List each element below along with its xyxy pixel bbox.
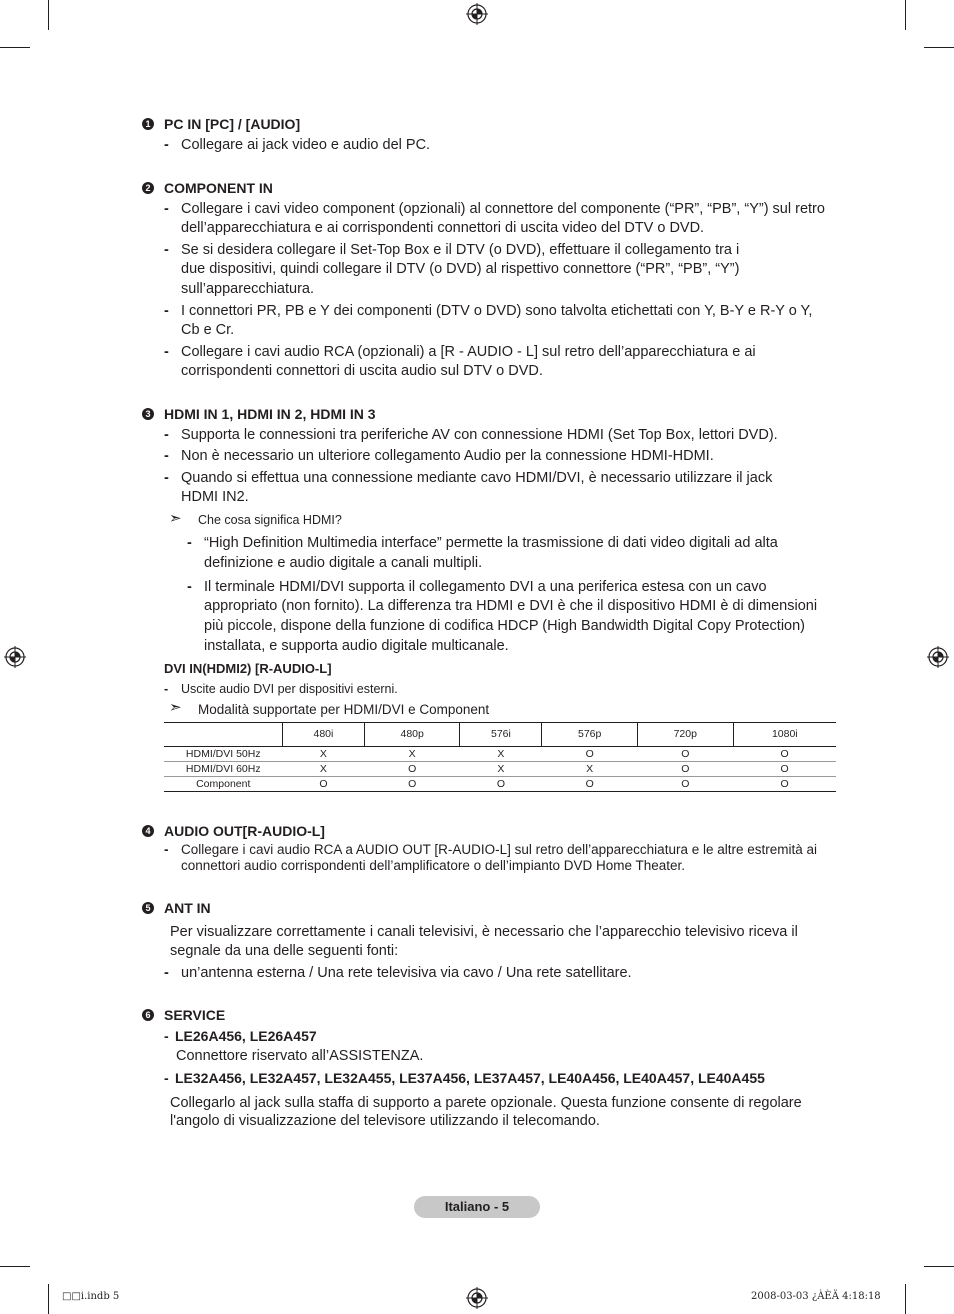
section-title-component-in: COMPONENT IN [164, 180, 273, 196]
table-row [164, 777, 836, 792]
note-title: Che cosa significa HDMI? [198, 513, 342, 527]
bullet-dash: - [164, 242, 169, 258]
bullet-text: Quando si effettua una connessione mediante cavo HDMI/DVI, è necessario utilizzare il jack [181, 470, 773, 486]
registration-mark-icon [466, 1287, 488, 1309]
table-cell: X [460, 747, 542, 762]
section-number-badge: 4 [142, 825, 154, 837]
slug-right: 2008-03-03 ¿ÀÈÄ 4:18:18 [751, 1291, 881, 1302]
table-header-cell: 720p [637, 723, 733, 747]
note-text: più piccole, dispone della funzione di codifica HDCP (High Bandwidth Digital Copy Protection) [204, 618, 805, 634]
table-cell: O [733, 762, 836, 777]
bullet-text: sull’apparecchiatura. [181, 281, 314, 297]
crop-mark [0, 1266, 30, 1267]
bullet-dash: - [164, 965, 169, 981]
crop-mark [48, 0, 49, 30]
bullet-text: corrispondenti connettori di uscita audio sul DTV o DVD. [181, 363, 543, 379]
bullet-text: Collegare i cavi video component (opzionali) al connettore del componente (“PR”, “PB”, “Y”) sul retro [181, 201, 825, 217]
table-cell: O [542, 777, 638, 792]
bullet-text: dell’apparecchiatura e ai corrispondenti connettori di uscita video del DTV o DVD. [181, 220, 705, 236]
modes-note: Modalità supportate per HDMI/DVI e Component [198, 702, 490, 717]
paragraph-text: segnale da una delle seguenti fonti: [170, 943, 399, 959]
bullet-dash: - [164, 1070, 169, 1086]
dvi-title: DVI IN(HDMI2) [R-AUDIO-L] [164, 661, 332, 676]
table-header-cell: 1080i [733, 723, 836, 747]
table-cell: X [283, 762, 365, 777]
service-models-2: LE32A456, LE32A457, LE32A455, LE37A456, LE37A457, LE40A456, LE40A457, LE40A455 [175, 1070, 765, 1086]
note-text: Il terminale HDMI/DVI supporta il collegamento DVI a una periferica estesa con un cavo [204, 579, 767, 595]
bullet-dash: - [164, 344, 169, 360]
bullet-text: Se si desidera collegare il Set-Top Box e il DTV (o DVD), effettuare il collegamento tra i [181, 242, 740, 258]
section-number-badge: 2 [142, 182, 154, 194]
table-header-cell: 576i [460, 723, 542, 747]
bullet-text: Collegare i cavi audio RCA (opzionali) a [R - AUDIO - L] sul retro dell’apparecchiatura e ai [181, 344, 756, 360]
paragraph-text: Collegarlo al jack sulla staffa di supporto a parete opzionale. Questa funzione consente di regolare [170, 1095, 802, 1111]
note-text: appropriato (non fornito). La differenza tra HDMI e DVI è che il dispositivo HDMI è di dimensioni [204, 598, 818, 614]
bullet-dash: - [187, 579, 192, 595]
bullet-dash: - [164, 448, 169, 464]
table-row [164, 762, 836, 777]
bullet-text: un’antenna esterna / Una rete televisiva via cavo / Una rete satellitare. [181, 965, 632, 981]
dvi-bullet: Uscite audio DVI per dispositivi esterni. [181, 682, 398, 696]
note-arrow-icon: ➣ [169, 699, 182, 716]
bullet-dash: - [187, 535, 192, 551]
note-text: definizione e audio digitale a canali multipli. [204, 555, 483, 571]
table-cell: O [733, 777, 836, 792]
bullet-text: Collegare i cavi audio RCA a AUDIO OUT [R-AUDIO-L] sul retro dell’apparecchiatura e le altre estremità ai [181, 842, 818, 857]
section-number-badge: 6 [142, 1009, 154, 1021]
registration-mark-icon [927, 646, 949, 668]
table-cell: O [733, 747, 836, 762]
bullet-text: Supporta le connessioni tra periferiche AV con connessione HDMI (Set Top Box, lettori DVD). [181, 427, 778, 443]
bullet-text: connettori audio corrispondenti dell’amplificatore o dell’impianto DVD Home Theater. [181, 858, 686, 873]
crop-mark [905, 0, 906, 30]
table-header-cell: 576p [542, 723, 638, 747]
table-cell: X [283, 747, 365, 762]
table-cell: O [542, 747, 638, 762]
table-header-row [164, 723, 836, 747]
table-cell: X [364, 747, 460, 762]
table-cell: O [364, 777, 460, 792]
table-cell: O [637, 777, 733, 792]
section-title-service: SERVICE [164, 1007, 226, 1023]
bullet-dash: - [164, 470, 169, 486]
section-number-badge: 5 [142, 902, 154, 914]
bullet-dash: - [164, 303, 169, 319]
crop-mark [48, 1284, 49, 1314]
table-header-cell: 480p [364, 723, 460, 747]
page-number-badge: Italiano - 5 [414, 1196, 540, 1218]
bullet-text: HDMI IN2. [181, 489, 249, 505]
bullet-dash: - [164, 1028, 169, 1044]
table-cell: HDMI/DVI 50Hz [164, 747, 283, 762]
crop-mark [924, 47, 954, 48]
table-header-cell [164, 723, 283, 747]
table-cell: O [364, 762, 460, 777]
section-title-pc-in: PC IN [PC] / [AUDIO] [164, 116, 301, 132]
section-title-audio-out: AUDIO OUT[R-AUDIO-L] [164, 823, 325, 839]
service-text-1: Connettore riservato all’ASSISTENZA. [176, 1048, 424, 1064]
crop-mark [924, 1266, 954, 1267]
table-cell: O [637, 747, 733, 762]
bullet-dash: - [164, 201, 169, 217]
crop-mark [0, 47, 30, 48]
table-row [164, 747, 836, 762]
table-cell: O [637, 762, 733, 777]
table-cell: O [283, 777, 365, 792]
bullet-text: Non è necessario un ulteriore collegamento Audio per la connessione HDMI-HDMI. [181, 448, 714, 464]
paragraph-text: Per visualizzare correttamente i canali televisivi, è necessario che l’apparecchio televisivo riceva il [170, 924, 798, 940]
bullet-text: Cb e Cr. [181, 322, 235, 338]
table-cell: O [460, 777, 542, 792]
registration-mark-icon [466, 3, 488, 25]
bullet-dash: - [164, 682, 169, 696]
supported-modes-table [164, 722, 836, 792]
service-models-1: LE26A456, LE26A457 [175, 1028, 317, 1044]
bullet-text: Collegare ai jack video e audio del PC. [181, 137, 431, 153]
table-cell: HDMI/DVI 60Hz [164, 762, 283, 777]
paragraph-text: l'angolo di visualizzazione del televisore utilizzando il telecomando. [170, 1113, 600, 1129]
note-text: “High Definition Multimedia interface” permette la trasmissione di dati video digitali ad alta [204, 535, 778, 551]
section-title-ant-in: ANT IN [164, 900, 211, 916]
table-header-cell: 480i [283, 723, 365, 747]
crop-mark [905, 1284, 906, 1314]
section-title-hdmi-in: HDMI IN 1, HDMI IN 2, HDMI IN 3 [164, 406, 376, 422]
section-number-badge: 1 [142, 118, 154, 130]
bullet-text: I connettori PR, PB e Y dei componenti (DTV o DVD) sono talvolta etichettati con Y, B-Y e R-Y o Y, [181, 303, 813, 319]
table-cell: X [460, 762, 542, 777]
note-text: installata, e supporta audio digitale multicanale. [204, 638, 509, 654]
bullet-dash: - [164, 427, 169, 443]
registration-mark-icon [4, 646, 26, 668]
bullet-text: due dispositivi, quindi collegare il DTV (o DVD) al rispettivo connettore (“PR”, “PB”, “Y”) [181, 261, 740, 277]
section-number-badge: 3 [142, 408, 154, 420]
bullet-dash: - [164, 137, 169, 153]
table-cell: X [542, 762, 638, 777]
note-arrow-icon: ➣ [169, 510, 182, 527]
bullet-dash: - [164, 842, 169, 857]
slug-left: □□i.indb 5 [62, 1291, 120, 1302]
table-cell: Component [164, 777, 283, 792]
